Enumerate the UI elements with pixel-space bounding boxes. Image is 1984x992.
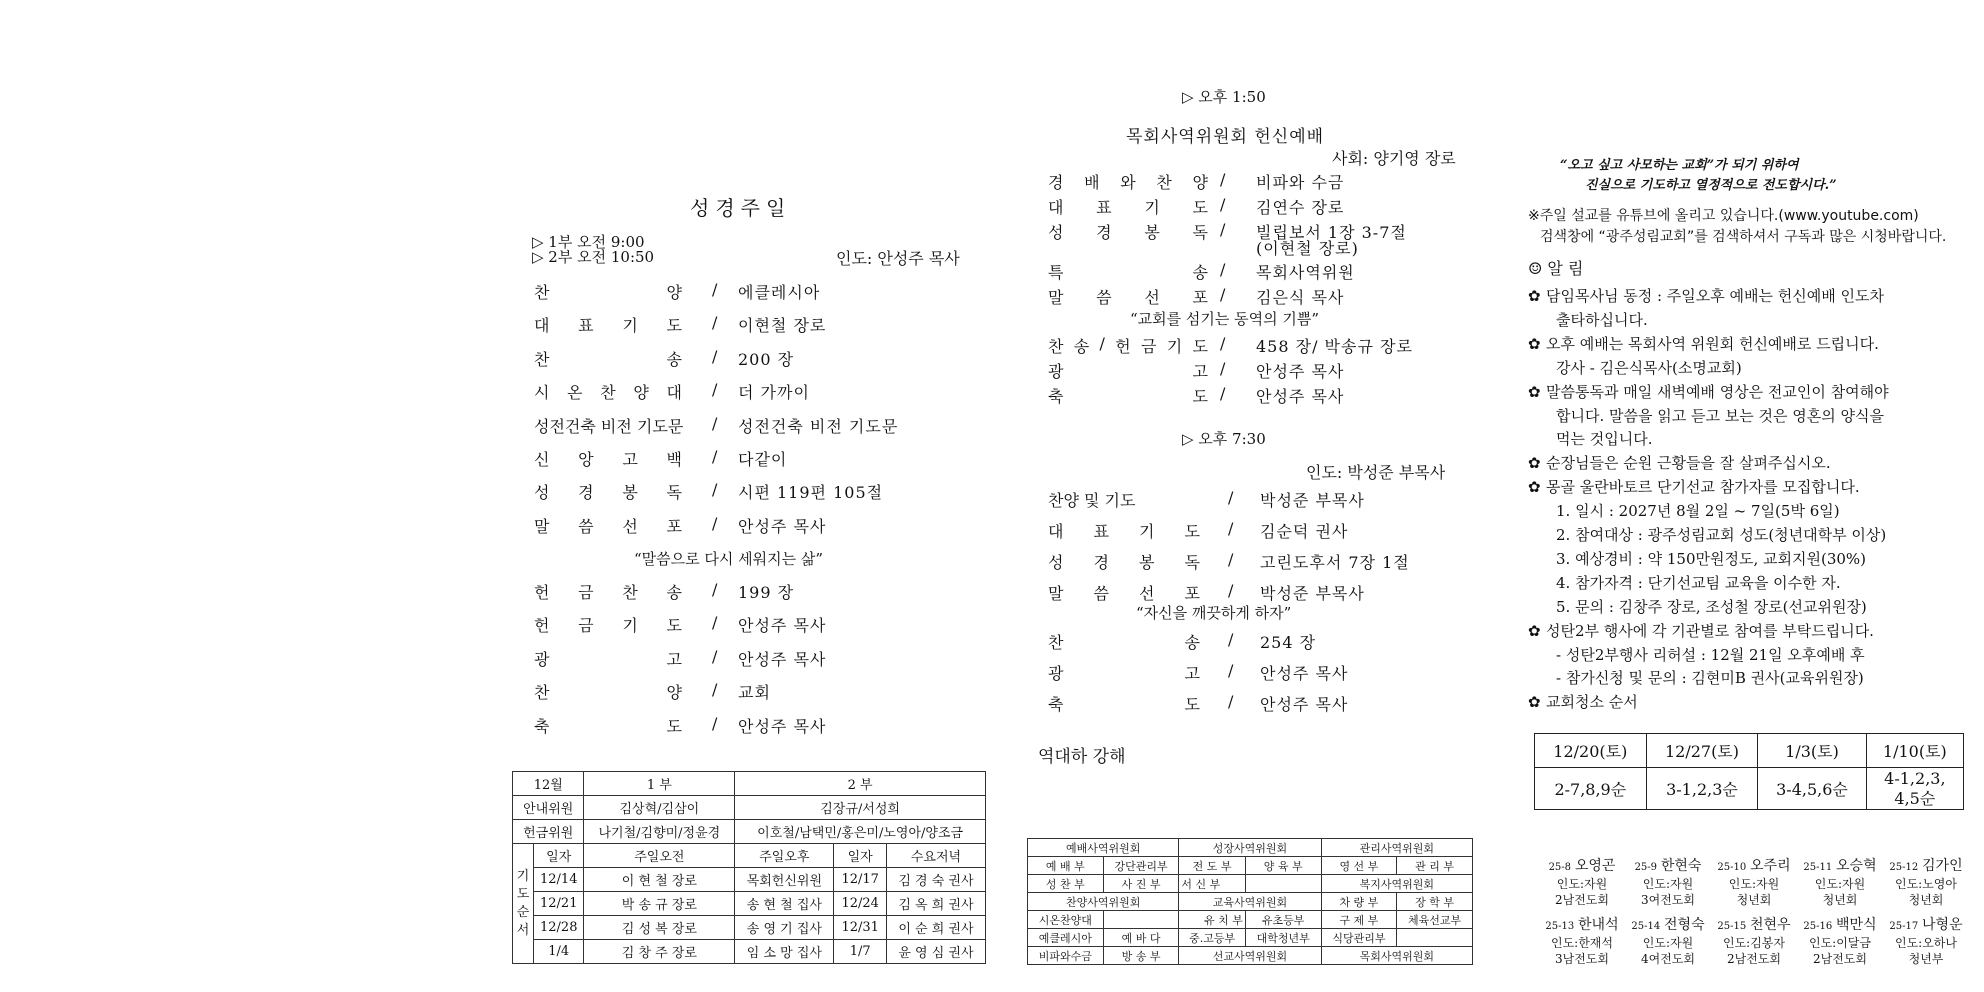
table-cell: 식당관리부 [1321,929,1397,947]
table-cell: 관리사역위원회 [1321,839,1472,857]
program-value: 김은식 목사 [1256,288,1345,307]
table-cell: 유초등부 [1245,911,1321,929]
table-cell: 성장사역위원회 [1179,839,1321,857]
table-cell: 김 성 복 장로 [584,916,735,940]
member-group: 청년회 [1822,893,1858,907]
separator: / [1220,195,1226,214]
program-label: 광 고 [1048,664,1200,683]
table-cell: 김 창 주 장로 [584,940,735,964]
table-row [513,868,986,892]
cleaning-group: 3-4,5,6순 [1758,768,1866,810]
separator: / [1220,170,1226,189]
program-value: 안성주 목사 [1256,362,1345,381]
prayer-header-date2: 일자 [834,844,886,868]
member-card [1626,858,1710,908]
program-value-note: (이현철 장로) [1256,239,1359,258]
member-number: 25-17 [1889,921,1919,932]
notice-text: 합니다. 말씀을 읽고 듣고 보는 것은 영혼의 양식을 [1556,406,1884,425]
program-value: 박성준 부목사 [1260,491,1365,510]
notice-line [1528,499,1840,523]
notice-text: 2. 참여대상 : 광주성림교회 성도(청년대학부 이상) [1556,526,1887,544]
program-value: 안성주 목사 [1256,387,1345,406]
table-cell: 12/31 [834,916,886,940]
member-group: 3남전도회 [1554,952,1609,966]
program-label: 찬 양 [534,683,682,703]
table-cell: 12/21 [534,892,584,916]
morning-sermon-title: “말씀으로 다시 세워지는 삶” [634,550,824,568]
table-cell: 임 소 망 집사 [735,940,834,964]
table-cell: 송 영 기 집사 [735,916,834,940]
member-number: 25-8 [1548,862,1572,873]
program-value: 에클레시아 [738,283,821,302]
separator: / [1228,630,1234,649]
program-value: 458 장/ 박송규 장로 [1256,337,1413,356]
member-group: 3여전도회 [1640,893,1695,907]
table-cell: 교육사역위원회 [1179,893,1321,911]
program-label: 헌 금 찬 송 [534,583,682,602]
table-cell: 1/4 [534,940,584,964]
program-value: 다같이 [738,450,788,469]
afternoon-sermon-title: “교회를 섬기는 동역의 기쁨” [1130,310,1320,328]
member-number: 25-9 [1634,862,1658,873]
program-value: 안성주 목사 [738,616,827,636]
duty-month: 12월 [513,772,584,796]
guide-part1: 김상혁/김삼이 [584,796,735,820]
notice-text: 3. 예상경비 : 약 150만원정도, 교회지원(30%) [1556,549,1867,568]
separator: / [712,513,718,533]
member-group: 2남전도회 [1726,952,1781,966]
notice-text: 4. 참가자격 : 단기선교팀 교육을 이수한 자. [1556,573,1841,592]
member-guide: 인도:자원 [1814,877,1866,891]
table-cell: 사 진 부 [1103,875,1179,893]
member-group: 청년회 [1736,893,1772,907]
program-label: 광 고 [1048,362,1208,381]
member-name: 오승혁 [1836,858,1877,874]
notice-text: 교회청소 순서 [1546,693,1638,712]
notice-line [1528,308,1648,332]
member-name: 한현숙 [1660,858,1702,874]
program-value: 빌립보서 1장 3-7절 [1256,223,1407,242]
separator: / [1228,488,1234,507]
youtube-notice-2: 검색창에 “광주성림교회”를 검색하셔서 구독과 많은 시청바랍니다. [1540,229,1947,245]
notice-text: - 성탄2부행사 리허설 : 12월 21일 오후예배 후 [1556,645,1865,664]
program-value: 254 장 [1260,633,1317,652]
offering-label: 헌금위원 [513,820,584,844]
notice-line [1528,427,1652,451]
program-value: 교회 [738,683,771,703]
history-lecture-label: 역대하 강해 [1038,747,1126,767]
member-guide: 인도:김봉자 [1722,936,1785,950]
table-cell: 예 바 다 [1103,929,1179,947]
separator: / [1228,519,1234,538]
separator: / [712,646,718,666]
table-cell: 유 치 부 [1179,911,1245,929]
member-group: 청년부 [1908,952,1944,966]
notice-line [1528,284,1884,308]
program-label: 말 씀 선 포 [534,516,682,536]
table-cell: 12/24 [834,892,886,916]
table-cell: 중.고등부 [1179,929,1245,947]
table-cell: 전 도 부 [1179,857,1245,875]
prayer-header-sunday-pm: 주일오후 [735,844,834,868]
member-number: 25-15 [1717,921,1747,932]
program-label: 찬 양 [534,283,682,302]
table-cell: 이 현 철 장로 [584,868,735,892]
program-label: 찬 송 [534,349,682,369]
notice-line [1528,571,1841,595]
separator: / [1228,581,1234,600]
member-group: 4여전도회 [1640,952,1695,966]
table-row [513,892,986,916]
cleaning-group: 3-1,2,3순 [1646,768,1758,810]
member-guide: 인도:한재석 [1550,936,1613,950]
member-guide: 인도:자원 [1556,877,1608,891]
separator: / [712,613,718,633]
cleaning-group: 4-1,2,3, 4,5순 [1866,768,1963,810]
member-group: 2남전도회 [1812,952,1867,966]
program-label: 축 도 [1048,387,1208,406]
program-label: 특 송 [1048,263,1208,282]
cleaning-date: 12/27(토) [1646,734,1758,768]
separator: / [1220,384,1226,403]
flower-bullet-icon: ✿ [1528,334,1541,353]
afternoon-title: 목회사역위원회 헌신예배 [1126,127,1325,147]
notice-text: 말씀통독과 매일 새벽예배 영상은 전교인이 참여해야 [1546,382,1889,401]
program-label: 말 씀 선 포 [1048,584,1200,603]
table-cell: 찬양사역위원회 [1028,893,1179,911]
member-number: 25-13 [1545,921,1575,932]
member-name: 백만식 [1836,917,1877,933]
program-value: 더 가까이 [738,383,810,403]
motto-line-2: 진실으로 기도하고 열정적으로 전도합시다.” [1585,178,1837,193]
service-time-1: ▷ 1부 오전 9:00 [532,233,645,251]
program-value: 박성준 부목사 [1260,584,1365,603]
program-value: 안성주 목사 [1260,695,1349,714]
notice-text: 출타하십니다. [1556,310,1648,329]
table-cell: 12/17 [834,868,886,892]
member-card [1798,858,1882,908]
flower-bullet-icon: ✿ [1528,287,1541,305]
officiant: 인도: 안성주 목사 [836,249,960,268]
table-cell: 예배사역위원회 [1028,839,1179,857]
separator: / [1228,550,1234,569]
table-cell: 차 량 부 [1321,893,1397,911]
notice-text: - 참가신청 및 문의 : 김현미B 권사(교육위원장) [1556,669,1864,688]
table-cell: 12/14 [534,868,584,892]
program-label: 축 도 [1048,695,1200,714]
separator: / [1228,661,1234,680]
separator: / [712,447,718,466]
separator: / [1220,220,1226,239]
program-label: 축 도 [534,716,682,736]
program-label: 성 경 봉 독 [1048,553,1200,572]
separator: / [1228,692,1234,711]
prayer-order-label: 기도순서 [513,844,534,964]
prayer-header-sunday-am: 주일오전 [584,844,735,868]
cleaning-date: 12/20(토) [1535,734,1647,768]
table-cell: 양 육 부 [1245,857,1321,875]
program-label: 성 경 봉 독 [1048,223,1208,242]
table-cell: 김 경 숙 권사 [886,868,985,892]
separator: / [1220,334,1226,353]
program-label: 찬 송 [1048,633,1200,652]
member-guide: 인도:이달금 [1808,936,1871,950]
program-value: 비파와 수금 [1256,173,1345,192]
member-number: 25-10 [1717,862,1747,873]
flower-bullet-icon: ✿ [1528,693,1541,712]
offering-part2: 이호철/남택민/홍은미/노영아/양조금 [735,820,986,844]
table-cell: 1/7 [834,940,886,964]
prayer-header-date1: 일자 [534,844,584,868]
notice-text: 담임목사님 동정 : 주일오후 예배는 헌신예배 인도차 [1546,287,1884,305]
evening-officiant: 인도: 박성준 부목사 [1306,463,1446,482]
guide-part2: 김장규/서성희 [735,796,986,820]
separator: / [712,413,718,433]
program-value: 200 장 [738,349,795,369]
table-cell: 구 제 부 [1321,911,1397,929]
table-row [513,916,986,940]
notice-line [1528,523,1886,547]
notice-line [1528,643,1865,667]
member-card [1626,917,1710,967]
table-cell: 방 송 부 [1103,947,1179,965]
separator: / [712,280,718,299]
program-value: 김순덕 권사 [1260,522,1349,541]
table-cell: 박 송 규 장로 [584,892,735,916]
table-cell: 목회헌신위원 [735,868,834,892]
separator: / [712,713,718,733]
program-value: 김연수 장로 [1256,198,1345,217]
separator: / [1220,359,1226,378]
table-cell: 영 선 부 [1321,857,1397,875]
program-value: 199 장 [738,583,795,602]
member-name: 오주리 [1750,858,1791,874]
table-cell: 12/28 [534,916,584,940]
notice-line [1528,404,1884,428]
cleaning-date: 1/10(토) [1866,734,1963,768]
offering-part1: 나기철/김향미/정윤경 [584,820,735,844]
afternoon-host: 사회: 양기영 장로 [1332,149,1456,168]
notice-line [1528,475,1860,499]
guide-label: 안내위원 [513,796,584,820]
member-card [1798,917,1882,967]
program-label: 대 표 기 도 [534,316,682,336]
notice-line [1528,356,1742,380]
duty-table [512,771,986,964]
separator: / [712,480,718,500]
member-name: 한내석 [1578,917,1619,933]
member-name: 천현우 [1750,917,1791,933]
separator: / [712,380,718,400]
member-name: 전형숙 [1664,917,1705,933]
table-cell: 관 리 부 [1397,857,1473,875]
service-time-2: ▷ 2부 오전 10:50 [532,248,655,266]
flower-bullet-icon: ✿ [1528,382,1541,401]
program-value: 안성주 목사 [738,516,827,536]
duty-part2: 2 부 [735,772,986,796]
notice-line [1528,547,1866,571]
youtube-notice-1: ※주일 설교를 유튜브에 올리고 있습니다.(www.youtube.com) [1528,208,1919,224]
member-number: 25-14 [1631,921,1661,932]
cleaning-table [1534,733,1964,810]
member-card [1884,917,1968,967]
member-name: 오영곤 [1574,858,1616,874]
table-cell: 장 학 부 [1397,893,1473,911]
notice-line [1528,595,1867,619]
separator: / [712,346,718,366]
member-card [1540,858,1624,908]
notice-line [1528,451,1831,475]
notice-text: 강사 - 김은식목사(소명교회) [1556,358,1742,377]
program-value: 목회사역위원 [1256,263,1355,282]
notice-text: 몽골 울란바토르 단기선교 참가자를 모집합니다. [1546,478,1860,497]
program-label: 말 씀 선 포 [1048,288,1208,307]
member-group: 2남전도회 [1554,893,1609,907]
separator: / [1220,260,1226,279]
prayer-header-wednesday: 수요저녁 [886,844,985,868]
separator: / [712,680,718,700]
notice-text: 1. 일시 : 2027년 8월 2일 ~ 7일(5박 6일) [1556,502,1840,521]
table-cell: 목회사역위원회 [1321,947,1472,965]
program-value: 안성주 목사 [738,649,827,669]
member-guide: 인도:자원 [1642,936,1694,950]
committee-table [1027,838,1473,965]
table-cell: 서 신 부 [1179,875,1245,893]
page-title: 성경주일 [690,196,792,220]
notice-line [1528,332,1879,356]
program-value: 이현철 장로 [738,316,827,336]
member-card [1540,917,1624,967]
member-guide: 인도:오하나 [1894,936,1957,950]
table-cell: 이 순 희 권사 [886,916,985,940]
notice-text: 순장님들은 순원 근황들을 잘 살펴주십시오. [1546,454,1831,473]
table-cell: 선교사역위원회 [1179,947,1321,965]
member-group: 청년회 [1908,893,1944,907]
program-value: 안성주 목사 [738,716,827,736]
table-cell: 대학청년부 [1245,929,1321,947]
table-cell: 송 현 철 집사 [735,892,834,916]
member-name: 김가인 [1922,858,1963,874]
member-card [1712,858,1796,908]
cleaning-date: 1/3(토) [1758,734,1866,768]
program-label: 성 경 봉 독 [534,483,682,503]
program-label: 찬양 및 기도 [1048,491,1136,510]
member-number: 25-11 [1803,862,1833,873]
table-cell: 시온찬양대 [1028,911,1104,929]
program-label: 헌 금 기 도 [534,616,682,636]
separator: / [712,580,718,599]
member-name: 나형운 [1922,917,1963,933]
table-cell: 성 찬 부 [1028,875,1104,893]
notice-text: 오후 예배는 목회사역 위원회 헌신예배로 드립니다. [1546,334,1879,353]
member-guide: 인도:자원 [1642,877,1694,891]
member-number: 25-12 [1889,862,1919,873]
notice-line [1528,666,1864,690]
flower-bullet-icon: ✿ [1528,478,1541,497]
evening-sermon-title: “자신을 깨끗하게 하자” [1136,604,1292,622]
member-guide: 인도:자원 [1728,877,1780,891]
duty-part1: 1 부 [584,772,735,796]
notice-line [1528,619,1874,643]
program-value: 고린도후서 7장 1절 [1260,553,1410,572]
program-value: 시편 119편 105절 [738,483,884,503]
notice-text: 성탄2부 행사에 각 기관별로 참여를 부탁드립니다. [1546,621,1874,640]
notice-text: 5. 문의 : 김창주 장로, 조성철 장로(선교위원장) [1556,597,1867,616]
table-cell: 예클레시아 [1028,929,1104,947]
table-cell: 김 옥 희 권사 [886,892,985,916]
notice-heading: ☺ 알 림 [1528,259,1584,278]
table-cell: 비파와수금 [1028,947,1104,965]
flower-bullet-icon: ✿ [1528,621,1541,640]
notice-text: 먹는 것입니다. [1556,430,1653,449]
program-label: 대 표 기 도 [1048,522,1200,541]
program-label: 대 표 기 도 [1048,198,1208,217]
program-label: 찬 송 / 헌 금 기 도 [1048,334,1208,356]
program-label: 경 배 와 찬 양 [1048,173,1208,192]
table-cell: 강단관리부 [1103,857,1179,875]
member-card [1712,917,1796,967]
table-row [513,940,986,964]
program-label: 시 온 찬 양 대 [534,383,682,403]
program-value: 성전건축 비전 기도문 [738,416,899,436]
separator: / [712,313,718,333]
separator: / [1220,285,1226,304]
program-label: 신 앙 고 백 [534,450,682,469]
cleaning-group: 2-7,8,9순 [1535,768,1647,810]
flower-bullet-icon: ✿ [1528,454,1541,473]
member-guide: 인도:노영아 [1894,877,1957,891]
program-label: 광 고 [534,649,682,669]
table-cell: 복지사역위원회 [1321,875,1472,893]
evening-time: ▷ 오후 7:30 [1182,430,1266,448]
motto-line-1: “오고 싶고 사모하는 교회”가 되기 위하여 [1560,158,1799,173]
member-number: 25-16 [1803,921,1833,932]
member-card [1884,858,1968,908]
table-cell: 윤 영 심 권사 [886,940,985,964]
notice-line [1528,690,1638,714]
program-label: 성전건축 비전 기도문 [534,416,684,436]
table-cell: 예 배 부 [1028,857,1104,875]
program-value: 안성주 목사 [1260,664,1349,683]
table-cell: 체육선교부 [1397,911,1473,929]
notice-line [1528,380,1889,404]
afternoon-time: ▷ 오후 1:50 [1182,88,1266,106]
